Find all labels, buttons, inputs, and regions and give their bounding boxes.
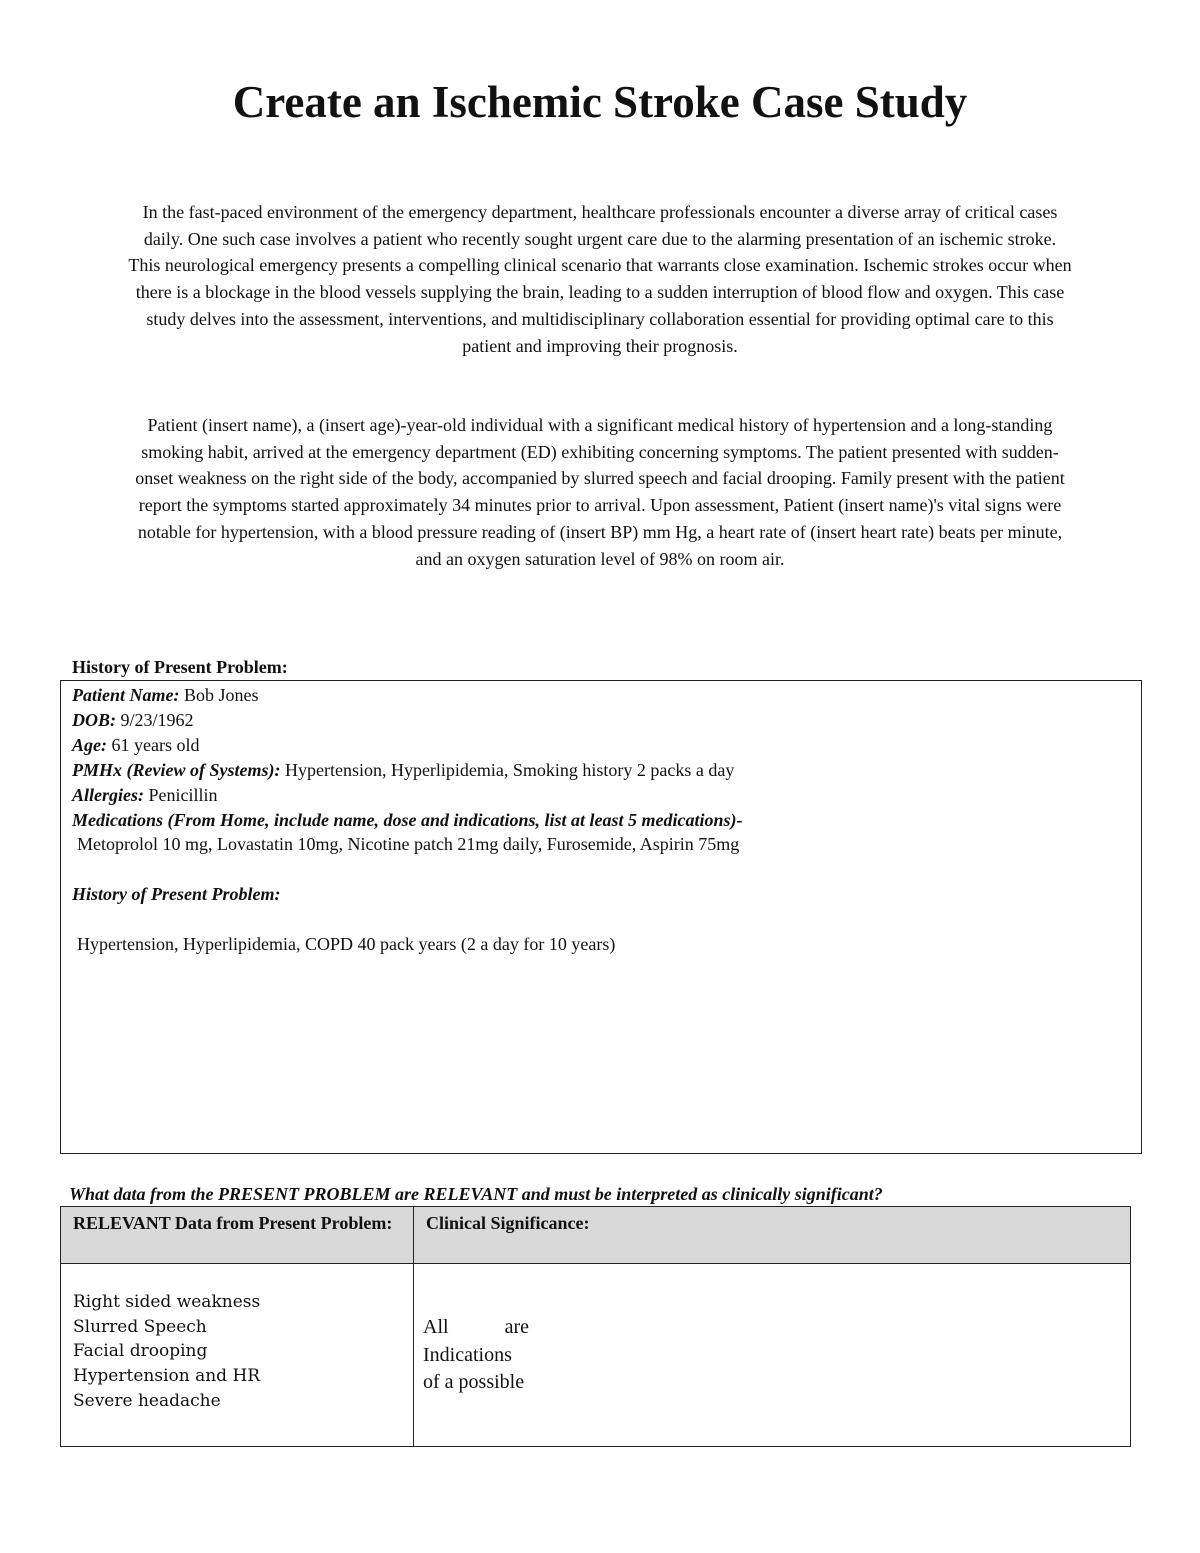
- allergies-label: Allergies:: [72, 784, 144, 805]
- spacer: [72, 907, 1141, 932]
- clinical-significance-text: All are Indications of a possible: [423, 1316, 529, 1394]
- intro-paragraph-1: In the fast-paced environment of the emergency department, healthcare professionals encounter a diverse array of critical cases daily. One such case involves a patient who recently sought urgent care due to the alarming presentation of an ischemic stroke. This neurological emergency presents a compelling clinical scenario that warrants close examination. Ischemic strokes occur when there is a blockage in the blood vessels supplying the brain, leading to a sudden interruption of blood flow and oxygen. This case study delves into the assessment, interventions, and multidisciplinary collaboration essential for providing optimal care to this patient and improving their prognosis.: [128, 202, 1072, 356]
- table-row: [61, 1264, 1131, 1447]
- dob-label: DOB:: [72, 709, 116, 730]
- history-section-heading: History of Present Problem:: [72, 657, 288, 677]
- medications-label: Medications (From Home, include name, dose and indications, list at least 5 medications): [72, 809, 737, 830]
- relevant-data-cell: [61, 1264, 414, 1447]
- medications-value: Metoprolol 10 mg, Lovastatin 10mg, Nicotine patch 21mg daily, Furosemide, Aspirin 75mg: [77, 834, 740, 855]
- patient-name-label: Patient Name:: [72, 685, 180, 705]
- history-box: [60, 680, 1142, 1154]
- table-header-row: [61, 1207, 1131, 1264]
- hpp-label-row: [72, 882, 1141, 907]
- hpp-value: Hypertension, Hyperlipidemia, COPD 40 pack years (2 a day for 10 years): [77, 934, 616, 955]
- pmhx-label: PMHx (Review of Systems):: [72, 759, 281, 780]
- relevant-data-table: [60, 1206, 1131, 1447]
- list-item: Hypertension and HR: [73, 1366, 261, 1387]
- clinical-significance-header: Clinical Significance:: [414, 1207, 1131, 1264]
- age-row: [72, 733, 1141, 758]
- allergies-row: [72, 783, 1141, 808]
- medications-dash: -: [736, 809, 743, 830]
- clinical-significance-cell: [414, 1264, 1131, 1447]
- relevant-question: What data from the PRESENT PROBLEM are RELEVANT and must be interpreted as clinically significant?: [69, 1184, 883, 1204]
- hpp-label: History of Present Problem:: [72, 884, 281, 905]
- dob-value: 9/23/1962: [120, 709, 194, 730]
- age-value: 61 years old: [111, 734, 200, 755]
- pmhx-value: Hypertension, Hyperlipidemia, Smoking history 2 packs a day: [284, 759, 735, 780]
- medications-label-row: [72, 808, 1141, 833]
- dob-row: [72, 708, 1141, 733]
- list-item: Facial drooping: [73, 1341, 208, 1362]
- intro-paragraph-2: Patient (insert name), a (insert age)-year-old individual with a significant medical history of hypertension and a long-standing smoking habit, arrived at the emergency department (ED) exhibiting concerning symptoms. The patient presented with sudden-onset weakness on the right side of the body, accompanied by slurred speech and facial drooping. Family present with the patient report the symptoms started approximately 34 minutes prior to arrival. Upon assessment, Patient (insert name)'s vital signs were notable for hypertension, with a blood pressure reading of (insert BP) mm Hg, a heart rate of (insert heart rate) beats per minute, and an oxygen saturation level of 98% on room air.: [135, 415, 1065, 569]
- pmhx-row: [72, 758, 1141, 783]
- age-label: Age:: [72, 734, 107, 755]
- allergies-value: Penicillin: [148, 784, 218, 805]
- list-item: Right sided weakness: [73, 1292, 261, 1312]
- list-item: Slurred Speech: [73, 1316, 207, 1337]
- relevant-data-list: [61, 1264, 413, 1414]
- patient-name-value: Bob Jones: [183, 685, 259, 705]
- patient-name-row: [72, 683, 1141, 708]
- relevant-data-header: RELEVANT Data from Present Problem:: [61, 1207, 414, 1264]
- list-item: Severe headache: [73, 1390, 221, 1411]
- spacer: [72, 857, 1141, 882]
- page-title: Create an Ischemic Stroke Case Study: [232, 77, 968, 127]
